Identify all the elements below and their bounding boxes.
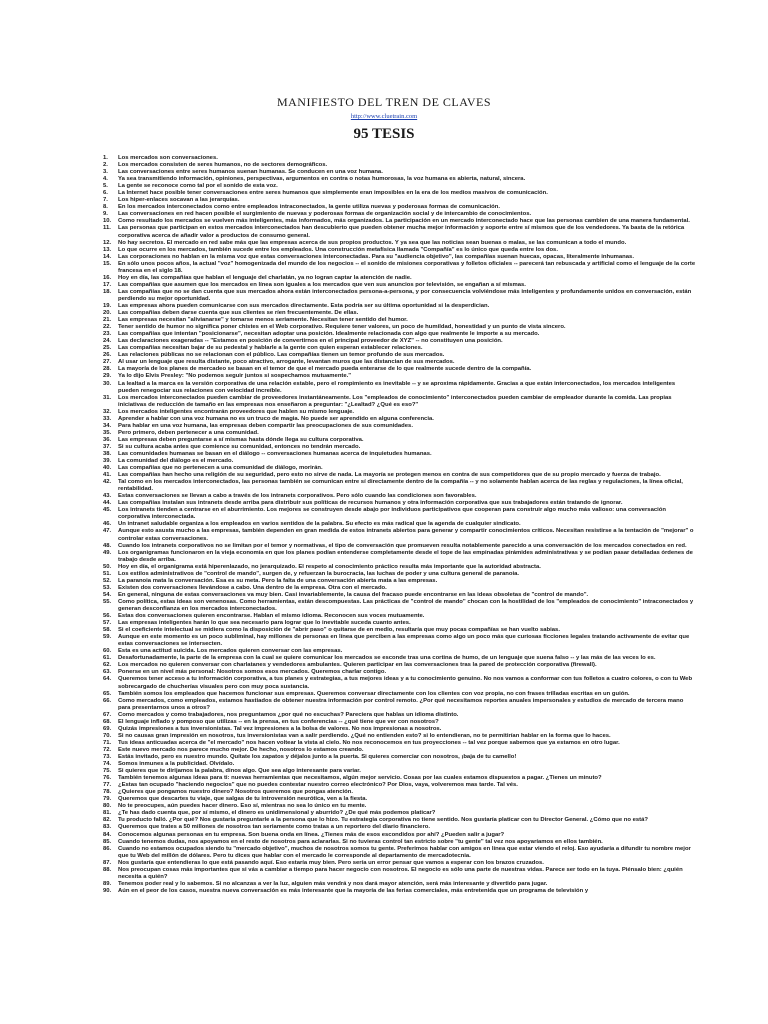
- thesis-text: Queremos tener acceso a tu información corporativa, a tus planes y estrategias, a tus mejores ideas y a tu conocimiento genuino. No nos vamos a conformar con tus folletos a cuatro colores, o con tu Web sobrecargado de chucherías visuales pero con muy poca sustancia.: [118, 676, 693, 690]
- thesis-text: Las personas que participan en estos mercados interconectados han descubierto que pueden obtener mucha mejor información y soporte entre sí mismos que de los vendedores. Ya basta de la retórica corporativa acerca de añadir valor a productos de consumo general.: [118, 225, 685, 239]
- thesis-item: [0, 155, 768, 162]
- thesis-item: [0, 289, 768, 303]
- thesis-number: 71.: [103, 739, 112, 746]
- thesis-number: 38.: [103, 450, 112, 457]
- thesis-number: 21.: [103, 317, 112, 324]
- thesis-text: Somos inmunes a la publicidad. Olvídalo.: [118, 761, 235, 768]
- thesis-text: Los mercados inteligentes encontrarán proveedores que hablen su mismo lenguaje.: [118, 408, 355, 415]
- thesis-item: [0, 507, 768, 521]
- thesis-number: 3.: [103, 169, 108, 176]
- thesis-item: [0, 655, 768, 662]
- thesis-item: [0, 768, 768, 775]
- thesis-item: [0, 676, 768, 690]
- thesis-item: [0, 423, 768, 430]
- thesis-text: Quizás impresiones a tus inversionistas. Tal vez impresiones a la bolsa de valores. No nos impresionas a nosotros.: [118, 725, 442, 732]
- thesis-item: [0, 197, 768, 204]
- thesis-number: 69.: [103, 725, 112, 732]
- thesis-number: 26.: [103, 352, 112, 359]
- thesis-item: [0, 775, 768, 782]
- thesis-text: Las declaraciones exageradas -- "Estamos en posición de convertirnos en el principal proveedor de XYZ" -- no constituyen una posición.: [118, 338, 503, 345]
- thesis-number: 56.: [103, 613, 112, 620]
- thesis-item: [0, 409, 768, 416]
- thesis-item: [0, 465, 768, 472]
- thesis-item: [0, 282, 768, 289]
- thesis-item: [0, 888, 768, 895]
- thesis-number: 39.: [103, 458, 112, 465]
- thesis-text: Las corporaciones no hablan en la misma voz que estas conversaciones interconectadas. Para su "audiencia objetivo", las compañías suenan huecas, opacas, literalmente inhumanas.: [118, 253, 634, 260]
- thesis-item: [0, 479, 768, 493]
- thesis-text: Si no causas gran impresión en nosotros, tus inversionistas van a salir perdiendo. ¿Qué no entienden esto? si lo entendieran, no te permitirían hablar en la forma que lo haces.: [118, 732, 611, 739]
- thesis-number: 16.: [103, 274, 112, 281]
- thesis-number: 45.: [103, 507, 112, 514]
- thesis-text: Aún en el peor de los casos, nuestra nueva conversación es más interesante que la mayoría de las ferias comerciales, más entretenida que un programa de televisión y: [118, 887, 589, 894]
- thesis-text: Este nuevo mercado nos parece mucho mejor. De hecho, nosotros lo estamos creando.: [118, 746, 364, 753]
- document-heading: 95 TESIS: [353, 126, 415, 142]
- thesis-item: [0, 761, 768, 768]
- thesis-text: Aunque esto asusta mucho a las empresas, también dependen en gran medida de estos intranets abiertos para generar y compartir conocimientos críticos. Necesitan resistirse a la tentación de "mejorar" o controlar estas conversaciones.: [118, 528, 694, 542]
- thesis-number: 81.: [103, 810, 112, 817]
- thesis-item: [0, 373, 768, 380]
- thesis-text: Esta es una actitud suicida. Los mercados quieren conversar con las empresas.: [118, 648, 343, 655]
- thesis-number: 55.: [103, 598, 112, 605]
- thesis-item: [0, 528, 768, 542]
- thesis-text: Los estilos administrativos de "control de mando", surgen de, y refuerzan la burocracia, las luchas de poder y una cultura general de paranoia.: [118, 570, 520, 577]
- thesis-text: La gente se reconoce como tal por el sonido de esta voz.: [118, 183, 278, 190]
- thesis-number: 77.: [103, 782, 112, 789]
- thesis-text: Las empresas necesitan "alivianarse" y tomarse menos seriamente. Necesitan tener sentido del humor.: [118, 317, 408, 324]
- thesis-item: [0, 310, 768, 317]
- thesis-number: 25.: [103, 345, 112, 352]
- thesis-item: [0, 331, 768, 338]
- thesis-item: [0, 190, 768, 197]
- thesis-item: [0, 712, 768, 719]
- thesis-item: [0, 740, 768, 747]
- thesis-number: 70.: [103, 732, 112, 739]
- thesis-number: 80.: [103, 803, 112, 810]
- thesis-number: 20.: [103, 310, 112, 317]
- thesis-text: Conocemos algunas personas en tu empresa. Son buena onda en línea. ¿Tienes más de esos escondidos por ahí? ¿Pueden salir a jugar?: [118, 831, 505, 838]
- thesis-text: Ponerse en un nivel más personal: Nosotros somos esos mercados. Queremos charlar contigo.: [118, 669, 387, 676]
- thesis-number: 60.: [103, 648, 112, 655]
- url-link[interactable]: http://www.cluetrain.com: [350, 113, 418, 120]
- thesis-text: Pero primero, deben pertenecer a una comunidad.: [118, 429, 259, 436]
- thesis-number: 83.: [103, 824, 112, 831]
- thesis-item: [0, 839, 768, 846]
- thesis-number: 40.: [103, 465, 112, 472]
- thesis-item: [0, 585, 768, 592]
- thesis-number: 2.: [103, 162, 108, 169]
- thesis-number: 84.: [103, 831, 112, 838]
- thesis-item: [0, 782, 768, 789]
- thesis-number: 24.: [103, 338, 112, 345]
- thesis-number: 6.: [103, 190, 108, 197]
- thesis-item: [0, 458, 768, 465]
- thesis-text: Las compañías han hecho una religión de su seguridad, pero esto no sirve de nada. La mayoría se protegen menos en contra de sus competidores que de su propio mercado y fuerza de trabajo.: [118, 472, 661, 479]
- thesis-number: 49.: [103, 549, 112, 556]
- thesis-number: 89.: [103, 880, 112, 887]
- thesis-item: [0, 381, 768, 395]
- thesis-item: [0, 275, 768, 282]
- thesis-item: [0, 634, 768, 648]
- thesis-item: [0, 733, 768, 740]
- thesis-text: Aprender a hablar con una voz humana no es un truco de magia. No puede ser aprendido en alguna conferencia.: [118, 415, 434, 422]
- thesis-number: 41.: [103, 472, 112, 479]
- thesis-text: Como política, estas ideas son venenosas. Como herramientas, están descompuestas. Las prácticas de "control de mando" chocan con la hostilidad de los "empleados de conocimiento" intraconectados y generan desconfianza en los mercados interconectados.: [118, 598, 694, 612]
- thesis-number: 17.: [103, 281, 112, 288]
- thesis-number: 57.: [103, 620, 112, 627]
- thesis-text: Si el coeficiente intelectual se midiera como la disposición de "abrir paso" o quitarse de en medio, resultaría que muy pocas compañías se han vuelto sabias.: [118, 627, 560, 634]
- thesis-text: Nos gustaría que entendieras lo que está pasando aquí. Eso estaría muy bien. Pero sería un error pensar que vamos a esperar con los brazos cruzados.: [118, 859, 544, 866]
- thesis-item: [0, 162, 768, 169]
- thesis-item: [0, 846, 768, 860]
- thesis-item: [0, 254, 768, 261]
- thesis-number: 75.: [103, 768, 112, 775]
- thesis-text: Estas dos conversaciones quieren encontrarse. Hablan el mismo idioma. Reconocen sus voces mutuamente.: [118, 613, 425, 620]
- thesis-number: 86.: [103, 845, 112, 852]
- thesis-item: [0, 500, 768, 507]
- thesis-text: Estas conversaciones se llevan a cabo a través de los intranets corporativos. Pero sólo cuando las condiciones son favorables.: [118, 493, 477, 500]
- thesis-number: 74.: [103, 761, 112, 768]
- thesis-text: Nos preocupan cosas más importantes que si vás a cambiar a tiempo para hacer negocio con nosotros. El negocio es sólo una parte de nuestras vidas. Parece ser todo en la tuya. Piénsalo bien: ¿quién necesita a quién?: [118, 866, 683, 880]
- thesis-text: Las empresas deben preguntarse a sí mismas hasta dónde llega su cultura corporativa.: [118, 436, 364, 443]
- thesis-text: Queremos que descartes tu viaje, que salgas de tu introversión neurótica, ven a la fiesta.: [118, 796, 368, 803]
- thesis-number: 27.: [103, 359, 112, 366]
- thesis-item: [0, 648, 768, 655]
- thesis-text: Si quieres que te dirijamos la palabra, dinos algo. Que sea algo interesante para variar.: [118, 768, 361, 775]
- thesis-number: 30.: [103, 380, 112, 387]
- thesis-text: Como mercados, como empleados, estamos hastiados de obtener nuestra información por control remoto. ¿Por qué necesitamos reportes anuales impersonales y estudios de mercado de tercera mano para presentarnos unos a otros?: [118, 697, 684, 711]
- thesis-item: [0, 754, 768, 761]
- thesis-number: 13.: [103, 246, 112, 253]
- thesis-number: 87.: [103, 859, 112, 866]
- thesis-item: [0, 578, 768, 585]
- thesis-item: [0, 204, 768, 211]
- thesis-number: 31.: [103, 394, 112, 401]
- thesis-text: En los mercados interconectados como entre empleados intraconectados, la gente utiliza nuevas y poderosas formas de comunicación.: [118, 204, 501, 211]
- thesis-text: Como resultado los mercados se vuelven más inteligentes, más informados, más organizados. La participación en un mercado interconectado hace que las personas cambien de una manera fundamental.: [118, 218, 690, 225]
- thesis-text: Las compañías necesitan bajar de su pedestal y hablarle a la gente con quien esperan establecer relaciones.: [118, 345, 423, 352]
- thesis-number: 51.: [103, 570, 112, 577]
- thesis-number: 22.: [103, 324, 112, 331]
- thesis-item: [0, 592, 768, 599]
- document-url: [0, 113, 768, 120]
- thesis-text: La comunidad del diálogo es el mercado.: [118, 458, 234, 465]
- thesis-text: En general, ninguna de estas conversaciones va muy bien. Casi invariablemente, la causa del fracaso puede encontrarse en las ideas obsoletas de "control de mando".: [118, 591, 589, 598]
- thesis-number: 14.: [103, 253, 112, 260]
- thesis-list: [0, 155, 768, 895]
- thesis-item: [0, 493, 768, 500]
- thesis-text: Estás invitado, pero es nuestro mundo. Quítate los zapatos y déjalos junto a la puerta. Si quieres comerciar con nosotros, ¡baja de tu camello!: [118, 753, 517, 760]
- thesis-item: [0, 247, 768, 254]
- thesis-number: 36.: [103, 436, 112, 443]
- thesis-number: 1.: [103, 155, 108, 161]
- thesis-number: 11.: [103, 225, 111, 232]
- thesis-number: 54.: [103, 591, 112, 598]
- document-title: MANIFIESTO DEL TREN DE CLAVES: [276, 95, 492, 109]
- thesis-item: [0, 747, 768, 754]
- thesis-item: [0, 867, 768, 881]
- thesis-text: Cuando tenemos dudas, nos apoyamos en el resto de nosotros para aclararlas. Si no tuvieras control tan estricto sobre "tu gente" tal vez nos apoyaríamos en ellos también.: [118, 838, 603, 845]
- thesis-text: Las compañías que no pertenecen a una comunidad de diálogo, morirán.: [118, 465, 323, 472]
- thesis-number: 64.: [103, 676, 112, 683]
- thesis-text: Como mercados y como trabajadores, nos preguntamos ¿por qué no escuchas? Pareciera que hablas un idioma distinto.: [118, 711, 459, 718]
- thesis-number: 8.: [103, 204, 108, 211]
- thesis-text: Las conversaciones en red hacen posible el surgimiento de nuevas y poderosas formas de organización social y de intercambio de conocimientos.: [118, 211, 532, 218]
- thesis-item: [0, 789, 768, 796]
- thesis-text: Las empresas ahora pueden comunicarse con sus mercados directamente. Esta podría ser su última oportunidad si la desperdician.: [118, 302, 490, 309]
- thesis-number: 90.: [103, 887, 112, 894]
- thesis-item: [0, 169, 768, 176]
- thesis-number: 58.: [103, 627, 112, 634]
- thesis-number: 63.: [103, 669, 112, 676]
- thesis-item: [0, 817, 768, 824]
- thesis-text: No te preocupes, aún puedes hacer dinero. Eso sí, mientras no sea lo único en tu mente.: [118, 803, 367, 810]
- thesis-item: [0, 324, 768, 331]
- thesis-text: Las compañías que asumen que los mercados en línea son iguales a los mercados que ven sus anuncios por televisión, se engañan a sí mismas.: [118, 281, 526, 288]
- thesis-item: [0, 543, 768, 550]
- thesis-number: 73.: [103, 753, 112, 760]
- thesis-text: Lo que ocurre en los mercados, también sucede entre los empleados. Una construcción metafísica llamada "Compañía" es lo único que queda entre los dos.: [118, 246, 558, 253]
- thesis-number: 5.: [103, 183, 108, 190]
- thesis-text: Tenemos poder real y lo sabemos. Si no alcanzas a ver la luz, alguien más vendrá y nos dará mayor atención, será más interesante y divertido para jugar.: [118, 880, 548, 887]
- thesis-text: La lealtad a la marca es la versión corporativa de una relación estable, pero el rompimiento es inevitable -- y se aproxima rápidamente. Gracias a que están interconectados, los mercados inteligentes pueden renegociar sus relaciones con velocidad increíble.: [118, 380, 676, 394]
- thesis-number: 46.: [103, 521, 112, 528]
- thesis-text: La mayoría de los planes de mercadeo se basan en el temor de que el mercado pueda enterarse de lo que realmente sucede dentro de la compañía.: [118, 366, 532, 373]
- thesis-number: 19.: [103, 302, 112, 309]
- thesis-number: 62.: [103, 662, 112, 669]
- thesis-text: Tus ideas anticuadas acerca de "el mercado" nos hacen voltear la vista al cielo. No nos reconocemos en tus proyecciones -- tal vez porque sabemos que ya estamos en otro lugar.: [118, 739, 620, 746]
- thesis-text: Las compañías que no se dan cuenta que sus mercados ahora están interconectados persona-a-persona, y por consecuencia volviéndose más inteligentes y profundamente unidos en conversación, están perdiendo su mejor oportunidad.: [118, 288, 692, 302]
- thesis-text: Las compañías deben darse cuenta que sus clientes se ríen frecuentemente. De ellas.: [118, 310, 359, 317]
- thesis-text: Hoy en día, las compañías que hablan el lenguaje del charlatán, ya no logran captar la atención de nadie.: [118, 274, 412, 281]
- thesis-text: Los mercados no quieren conversar con charlatanes y vendedores ambulantes. Quieren participar en las conversaciones tras la pared de protección corporativa (firewall).: [118, 662, 597, 669]
- thesis-number: 85.: [103, 838, 112, 845]
- thesis-item: [0, 472, 768, 479]
- thesis-item: [0, 183, 768, 190]
- thesis-item: [0, 796, 768, 803]
- thesis-number: 29.: [103, 373, 112, 380]
- thesis-item: [0, 261, 768, 275]
- thesis-item: [0, 669, 768, 676]
- thesis-number: 78.: [103, 789, 112, 796]
- thesis-text: El lenguaje inflado y pomposo que utilizas -- en la prensa, en tus conferencias -- ¿qué tiene que ver con nosotros?: [118, 718, 439, 725]
- thesis-number: 68.: [103, 718, 112, 725]
- thesis-item: [0, 810, 768, 817]
- thesis-text: Las compañías que intentan "posicionarse", necesitan adoptar una posición. Idealmente relacionada con algo que realmente le importe a su mercado.: [118, 331, 540, 338]
- thesis-number: 59.: [103, 634, 112, 641]
- thesis-text: Los hiper-enlaces socavan a las jerarquías.: [118, 197, 240, 204]
- thesis-text: Tu producto falló. ¿Por qué? Nos gustaría preguntarle a la persona que lo hizo. Tu estrategia corporativa no tiene sentido. Nos gustaría platicar con tu Director General. ¿Cómo que no está?: [118, 817, 649, 824]
- thesis-number: 65.: [103, 690, 112, 697]
- thesis-number: 35.: [103, 429, 112, 436]
- thesis-item: [0, 860, 768, 867]
- thesis-item: [0, 564, 768, 571]
- thesis-item: [0, 303, 768, 310]
- thesis-item: [0, 225, 768, 239]
- thesis-number: 52.: [103, 577, 112, 584]
- thesis-number: 23.: [103, 331, 112, 338]
- thesis-text: Cuando no estamos ocupados siendo tu "mercado objetivo", muchos de nosotros somos tu gente. Preferimos hablar con amigos en línea que estar viendo el reloj. Eso ayudaría a difundir tu nombre mejor que tu Web del millón de dólares. Pero tu dices que hablar con el mercado le corresponde al departamento de mercadotecnia.: [118, 845, 691, 859]
- thesis-number: 12.: [103, 239, 112, 246]
- thesis-item: [0, 444, 768, 451]
- thesis-item: [0, 218, 768, 225]
- thesis-text: Hoy en día, el organigrama está hiperenlazado, no jerarquizado. El respeto al conocimiento práctico resulta más importante que la autoridad abstracta.: [118, 563, 541, 570]
- thesis-text: La Internet hace posible tener conversaciones entre seres humanos que simplemente eran imposibles en la era de los medios masivos de comunicación.: [118, 190, 548, 197]
- thesis-text: Si su cultura acaba antes que comience su comunidad, entonces no tendrán mercado.: [118, 443, 361, 450]
- thesis-number: 9.: [103, 211, 108, 218]
- thesis-text: Existen dos conversaciones llevándose a cabo. Una dentro de la empresa. Otra con el mercado.: [118, 584, 387, 591]
- thesis-text: Para hablar en una voz humana, las empresas deben compartir las preocupaciones de sus comunidades.: [118, 422, 413, 429]
- thesis-number: 42.: [103, 479, 112, 486]
- thesis-item: [0, 613, 768, 620]
- thesis-text: Un intranet saludable organiza a los empleados en varios sentidos de la palabra. Su efecto es más radical que la agenda de cualquier sindicato.: [118, 521, 521, 528]
- thesis-number: 15.: [103, 260, 112, 267]
- thesis-text: Las relaciones públicas no se relacionan con el público. Las compañías tienen un temor profundo de sus mercados.: [118, 352, 445, 359]
- thesis-text: Desafortunadamente, la parte de la empresa con la cual se quiere comunicar los mercados se esconde tras una cortina de humo, de un lenguaje que suena falso -- y las más de las veces lo es.: [118, 655, 656, 662]
- thesis-text: Queremos que trates a 50 millones de nosotros tan seriamente como tratas a un reportero del diario financiero.: [118, 824, 430, 831]
- thesis-text: Las compañías instalan sus intranets desde arriba para distribuir sus políticas de recursos humanos y otra información corporativa que sus trabajadores están tratando de ignorar.: [118, 500, 623, 507]
- thesis-text: ¿Quieres que pongamos nuestro dinero? Nosotros queremos que pongas atención.: [118, 789, 354, 796]
- thesis-text: Los mercados interconectados pueden cambiar de proveedores instantáneamente. Los "empleados de conocimiento" interconectados pueden cambiar de empleador durante la comida. Las propias iniciativas de reducción de tamaño en las empresas nos enseñaron a preguntar: "¿Lealtad? ¿Qué es eso?": [118, 394, 672, 408]
- thesis-item: [0, 521, 768, 528]
- thesis-number: 7.: [103, 197, 108, 204]
- thesis-item: [0, 451, 768, 458]
- thesis-item: [0, 832, 768, 839]
- thesis-item: [0, 176, 768, 183]
- thesis-text: Ya sea transmitiendo información, opiniones, perspectivas, argumentos en contra o notas humorosas, la voz humana es abierta, natural, sincera.: [118, 176, 526, 183]
- thesis-item: [0, 416, 768, 423]
- thesis-item: [0, 726, 768, 733]
- thesis-number: 66.: [103, 697, 112, 704]
- thesis-number: 79.: [103, 796, 112, 803]
- thesis-item: [0, 803, 768, 810]
- thesis-text: Tal como en los mercados interconectados, las personas también se comunican entre sí directamente dentro de la compañía -- y no solamente hablan acerca de las reglas y regulaciones, la línea oficial, rentabilidad.: [118, 479, 683, 493]
- thesis-item: [0, 338, 768, 345]
- thesis-item: [0, 550, 768, 564]
- thesis-text: Las empresas inteligentes harán lo que sea necesario para lograr que lo inevitable suceda cuanto antes.: [118, 620, 411, 627]
- thesis-item: [0, 211, 768, 218]
- thesis-text: En sólo unos pocos años, la actual "voz" homogenizada del mundo de los negocios -- el sonido de misiones corporativas y folletos oficiales -- parecerá tan rebuscada y artificial como el lenguaje de la corte francesa en el siglo 18.: [118, 260, 696, 274]
- thesis-number: 43.: [103, 493, 112, 500]
- thesis-text: Cuando los intranets corporativos no se limitan por el temor y normativas, el tipo de conversación que promueven resulta notablemente parecido a una conversación de los mercados conectados en red.: [118, 542, 687, 549]
- thesis-number: 53.: [103, 584, 112, 591]
- thesis-item: [0, 719, 768, 726]
- thesis-text: Aunque en este momento es un poco subliminal, hay millones de personas en línea que perciben a las empresas como algo un poco más que curiosas ficciones legales tratando activamente de evitar que estas conversaciones se intersecten.: [118, 634, 690, 648]
- thesis-item: [0, 395, 768, 409]
- thesis-item: [0, 366, 768, 373]
- thesis-number: 50.: [103, 563, 112, 570]
- thesis-item: [0, 691, 768, 698]
- thesis-item: [0, 352, 768, 359]
- thesis-number: 4.: [103, 176, 108, 183]
- thesis-number: 61.: [103, 655, 112, 662]
- thesis-text: Al usar un lenguaje que resulta distante, poco atractivo, arrogante, levantan muros que las distancian de sus mercados.: [118, 359, 455, 366]
- thesis-item: [0, 437, 768, 444]
- thesis-text: Las comunidades humanas se basan en el diálogo -- conversaciones humanas acerca de inquietudes humanas.: [118, 450, 432, 457]
- thesis-text: Ya lo dijo Elvis Presley: "No podemos seguir juntos si sospechamos mutuamente.": [118, 373, 352, 380]
- thesis-text: La paranoia mata la conversación. Esa es su meta. Pero la falta de una conversación abierta mata a las empresas.: [118, 577, 438, 584]
- thesis-text: Tener sentido de humor no significa poner chistes en el Web corporativo. Requiere tener valores, un poco de humildad, honestidad y un punto de vista sincero.: [118, 324, 566, 331]
- thesis-item: [0, 240, 768, 247]
- thesis-number: 67.: [103, 711, 112, 718]
- thesis-number: 34.: [103, 422, 112, 429]
- thesis-text: ¿Estas tan ocupado "haciendo negocios" que no puedes contestar nuestro correo electrónico? Por Dios, vaya, volveremos mas tarde. Tal vés.: [118, 782, 518, 789]
- thesis-text: ¿Te has dado cuenta que, por sí mismo, el dinero es unidimensional y aburrido? ¿De qué más podemos platicar?: [118, 810, 436, 817]
- thesis-item: [0, 881, 768, 888]
- thesis-text: Los intranets tienden a centrarse en el aburrimiento. Los mejores se construyen desde abajo por individuos participativos que cooperan para construir algo mucho más valioso: una conversación corporativa interconectada.: [118, 507, 666, 521]
- thesis-item: [0, 571, 768, 578]
- thesis-item: [0, 620, 768, 627]
- thesis-item: [0, 698, 768, 712]
- thesis-item: [0, 345, 768, 352]
- thesis-number: 44.: [103, 500, 112, 507]
- thesis-item: [0, 662, 768, 669]
- thesis-text: No hay secretos. El mercado en red sabe más que las empresas acerca de sus propios productos. Y ya sea que las noticias sean buenas o malas, se las comunican a todo el mundo.: [118, 239, 627, 246]
- thesis-number: 76.: [103, 775, 112, 782]
- thesis-item: [0, 824, 768, 831]
- thesis-number: 47.: [103, 528, 112, 535]
- thesis-number: 88.: [103, 866, 112, 873]
- thesis-text: También somos los empleados que hacemos funcionar sus empresas. Queremos conversar directamente con los clientes con voz propia, no con frases trilladas escritas en un guión.: [118, 690, 630, 697]
- thesis-text: Los mercados son conversaciones.: [118, 155, 218, 161]
- thesis-number: 37.: [103, 443, 112, 450]
- thesis-text: Los mercados consisten de seres humanos, no de sectores demográficos.: [118, 162, 328, 169]
- thesis-number: 48.: [103, 542, 112, 549]
- thesis-number: 32.: [103, 408, 112, 415]
- thesis-item: [0, 317, 768, 324]
- thesis-item: [0, 627, 768, 634]
- thesis-number: 72.: [103, 746, 112, 753]
- thesis-item: [0, 599, 768, 613]
- thesis-number: 10.: [103, 218, 112, 225]
- thesis-number: 28.: [103, 366, 112, 373]
- thesis-text: Los organigramas funcionaron en la vieja economía en que los planes podían entenderse completamente desde el tope de las empinadas pirámides administrativas y se podían pasar detalladas órdenes de trabajo desde arriba.: [118, 549, 693, 563]
- thesis-item: [0, 359, 768, 366]
- thesis-text: Las conversaciones entre seres humanos suenan humanas. Se conducen en una voz humana.: [118, 169, 383, 176]
- thesis-text: También tenemos algunas ideas para ti: nuevas herramientas que necesitamos, algún mejor servicio. Cosas por las cuales estamos dispuestos a pagar. ¿Tienes un minuto?: [118, 775, 602, 782]
- thesis-item: [0, 430, 768, 437]
- thesis-number: 82.: [103, 817, 112, 824]
- thesis-number: 33.: [103, 415, 112, 422]
- thesis-number: 18.: [103, 288, 112, 295]
